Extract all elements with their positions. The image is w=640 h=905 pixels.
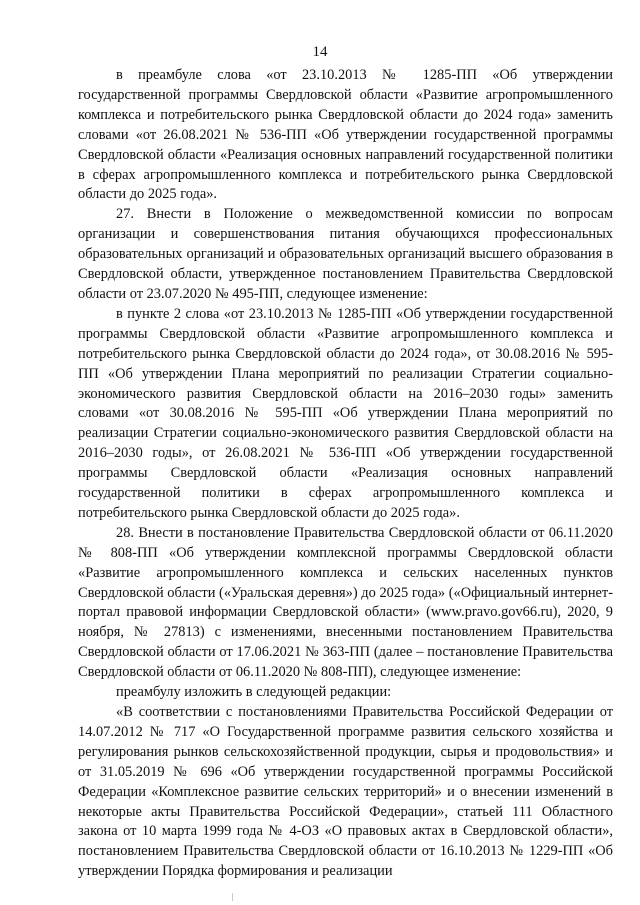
document-body	[78, 66, 613, 882]
paragraph-new-preamble: «В соответствии с постановлениями Правительства Российской Федерации от 14.07.2012 № 717 «О Государственной программе развития сельского хозяйства и регулирования рынков сельскохозяйственной продукции, сырья и продовольствия» и от 31.05.2019 № 696 «Об утверждении государственной программы Российской Федерации «Комплексное развитие сельских территорий» и о внесении изменений в некоторые акты Правительства Российской Федерации», статьей 111 Областного закона от 10 марта 1999 года № 4-ОЗ «О правовых актах в Свердловской области», постановлением Правительства Свердловской области от 16.10.2013 № 1229-ПП «Об утверждении Порядка формирования и реализации	[78, 704, 613, 880]
paragraph-item-27-point-2: в пункте 2 слова «от 23.10.2013 № 1285-ПП «Об утверждении государственной программы Свердловской области «Развитие агропромышленного комплекса и потребительского рынка Свердловской области до 2024 года», от 30.08.2016 № 595-ПП «Об утверждении Плана мероприятий по реализации Стратегии социально-экономического развития Свердловской области на 2016–2030 годы» заменить словами «от 30.08.2016 № 595-ПП «Об утверждении Плана мероприятий по реализации Стратегии социально-экономического развития Свердловской области на 2016–2030 годы», от 26.08.2021 № 536-ПП «Об утверждении государственной программы Свердловской области «Реализация основных направлений государственной политики в сферах агропромышленного комплекса и потребительского рынка Свердловской области до 2025 года».	[78, 305, 613, 521]
scan-artifact-mark	[232, 893, 233, 901]
page-number: 14	[312, 44, 328, 60]
paragraph-item-28: 28. Внести в постановление Правительства Свердловской области от 06.11.2020 № 808-ПП «Об утверждении комплексной программы Свердловской области «Развитие агропромышленного комплекса и сельских населенных пунктов Свердловской области («Уральская деревня») до 2025 года» («Официальный интернет-портал правовой информации Свердловской области» (www.pravo.gov66.ru), 2020, 9 ноября, № 27813) с изменениями, внесенными постановлением Правительства Свердловской области от 17.06.2021 № 363-ПП (далее – постановление Правительства Свердловской области от 06.11.2020 № 808-ПП), следующее изменение:	[78, 524, 613, 681]
paragraph-preamble-amendment: в преамбуле слова «от 23.10.2013 № 1285-ПП «Об утверждении государственной программы Свердловской области «Развитие агропромышленного комплекса и потребительского рынка Свердловской области до 2024 года» заменить словами «от 26.08.2021 № 536-ПП «Об утверждении государственной программы Свердловской области «Реализация основных направлений государственной политики в сферах агропромышленного комплекса и потребительского рынка Свердловской области до 2025 года».	[78, 67, 613, 203]
paragraph-preamble-instruction: преамбулу изложить в следующей редакции:	[116, 684, 392, 701]
paragraph-item-27: 27. Внести в Положение о межведомственной комиссии по вопросам организации и совершенствования питания обучающихся профессиональных образовательных организаций и образовательных организаций высшего образования в Свердловской области, утвержденное постановлением Правительства Свердловской области от 23.07.2020 № 495-ПП, следующее изменение:	[78, 206, 613, 302]
